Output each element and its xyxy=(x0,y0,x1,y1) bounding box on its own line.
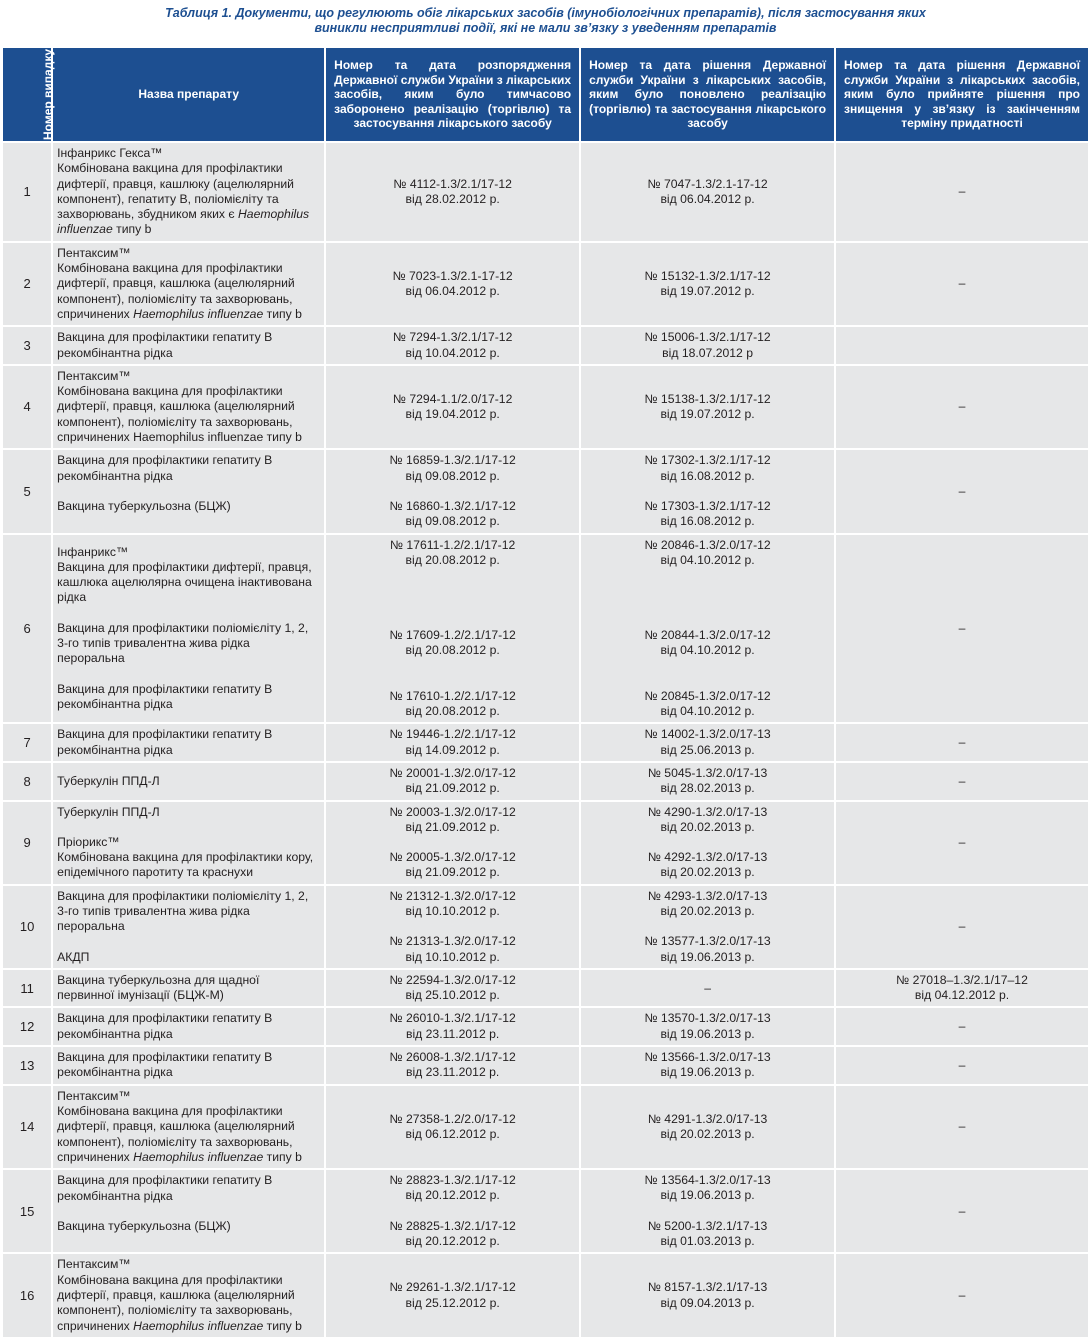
table-row xyxy=(3,327,1088,364)
drug-name-cell: Пентаксим™ Комбінована вакцина для профілактики дифтерії, правця, кашлюка (ацелюлярний компонент), поліомієліту та захворювань, спричинених Haemophilus influenzae типу b xyxy=(53,1086,324,1168)
drug-name-cell: Туберкулін ППД-Л Пріорикс™ Комбінована вакцина для профілактики кору, епідемічного паротиту та краснухи xyxy=(53,802,324,884)
case-number: 9 xyxy=(3,802,51,884)
header-drug-name: Назва препарату xyxy=(53,48,324,141)
renewal-decision-cell: № 13564-1.3/2.0/17-13 від 19.06.2013 р. № 5200-1.3/2.1/17-13 від 01.03.2013 р. xyxy=(581,1170,834,1252)
drug-name-cell: Пентаксим™ Комбінована вакцина для профілактики дифтерії, правця, кашлюка (ацелюлярний компонент), поліомієліту та захворювань, спричинених Haemophilus influenzae типу b xyxy=(53,1254,324,1336)
destruction-decision-cell xyxy=(836,327,1088,364)
drug-name-cell: Пентаксим™ Комбінована вакцина для профілактики дифтерії, правця, кашлюка (ацелюлярний компонент), поліомієліту та захворювань, спричинених Haemophilus influenzae типу b xyxy=(53,366,324,448)
case-number: 1 xyxy=(3,143,51,241)
header-destruction-decision: Номер та дата рішення Державної служби України з лікарських засобів, яким було прийняте рішення про знищення у зв’язку із закінченням терміну придатності xyxy=(836,48,1088,141)
renewal-decision-cell: № 15132-1.3/2.1/17-12 від 19.07.2012 р. xyxy=(581,243,834,325)
ban-order-cell: № 21312-1.3/2.0/17-12 від 10.10.2012 р. № 21313-1.3/2.0/17-12 від 10.10.2012 р. xyxy=(326,886,579,968)
table-row xyxy=(3,886,1088,968)
destruction-decision-cell: – xyxy=(836,1008,1088,1045)
table-row xyxy=(3,243,1088,325)
drug-name-cell: Вакцина для профілактики гепатиту В рекомбінантна рідка Вакцина туберкульозна (БЦЖ) xyxy=(53,450,324,532)
renewal-decision-cell: № 13570-1.3/2.0/17-13 від 19.06.2013 р. xyxy=(581,1008,834,1045)
ban-order-cell: № 29261-1.3/2.1/17-12 від 25.12.2012 р. xyxy=(326,1254,579,1336)
case-number: 14 xyxy=(3,1086,51,1168)
ban-order-cell: № 20001-1.3/2.0/17-12 від 21.09.2012 р. xyxy=(326,763,579,800)
renewal-decision-cell: № 20846-1.3/2.0/17-12 від 04.10.2012 р. № 20844-1.3/2.0/17-12 від 04.10.2012 р. № 20845-1.3/2.0/17-12 від 04.10.2012 р. xyxy=(581,535,834,723)
case-number: 10 xyxy=(3,886,51,968)
destruction-decision-cell: – xyxy=(836,143,1088,241)
ban-order-cell: № 7294-1.1/2.0/17-12 від 19.04.2012 р. xyxy=(326,366,579,448)
case-number: 8 xyxy=(3,763,51,800)
case-number: 7 xyxy=(3,724,51,761)
header-case-number: Номер випадку xyxy=(3,48,51,141)
ban-order-cell: № 16859-1.3/2.1/17-12 від 09.08.2012 р. № 16860-1.3/2.1/17-12 від 09.08.2012 р. xyxy=(326,450,579,532)
ban-order-cell: № 19446-1.2/2.1/17-12 від 14.09.2012 р. xyxy=(326,724,579,761)
table-row xyxy=(3,970,1088,1007)
case-number: 6 xyxy=(3,535,51,723)
table-row xyxy=(3,724,1088,761)
table-row xyxy=(3,802,1088,884)
ban-order-cell: № 27358-1.2/2.0/17-12 від 06.12.2012 р. xyxy=(326,1086,579,1168)
destruction-decision-cell: № 27018–1.3/2.1/17–12 від 04.12.2012 р. xyxy=(836,970,1088,1007)
renewal-decision-cell: № 4293-1.3/2.0/17-13 від 20.02.2013 р. № 13577-1.3/2.0/17-13 від 19.06.2013 р. xyxy=(581,886,834,968)
drug-name-cell: Вакцина туберкульозна для щадної первинної імунізації (БЦЖ-М) xyxy=(53,970,324,1007)
table-row xyxy=(3,143,1088,241)
case-number: 16 xyxy=(3,1254,51,1336)
ban-order-cell: № 7294-1.3/2.1/17-12 від 10.04.2012 р. xyxy=(326,327,579,364)
ban-order-cell: № 7023-1.3/2.1-17-12 від 06.04.2012 р. xyxy=(326,243,579,325)
drug-name-cell: Вакцина для профілактики гепатиту В рекомбінантна рідка xyxy=(53,1047,324,1084)
renewal-decision-cell: № 17302-1.3/2.1/17-12 від 16.08.2012 р. № 17303-1.3/2.1/17-12 від 16.08.2012 р. xyxy=(581,450,834,532)
renewal-decision-cell: № 4291-1.3/2.0/17-13 від 20.02.2013 р. xyxy=(581,1086,834,1168)
table-row xyxy=(3,1086,1088,1168)
renewal-decision-cell: № 8157-1.3/2.1/17-13 від 09.04.2013 р. xyxy=(581,1254,834,1336)
case-number: 5 xyxy=(3,450,51,532)
ban-order-cell: № 17611-1.2/2.1/17-12 від 20.08.2012 р. № 17609-1.2/2.1/17-12 від 20.08.2012 р. № 17610-1.2/2.1/17-12 від 20.08.2012 р. xyxy=(326,535,579,723)
case-number: 3 xyxy=(3,327,51,364)
renewal-decision-cell: № 13566-1.3/2.0/17-13 від 19.06.2013 р. xyxy=(581,1047,834,1084)
renewal-decision-cell: № 14002-1.3/2.0/17-13 від 25.06.2013 р. xyxy=(581,724,834,761)
drug-name-cell: Вакцина для профілактики гепатиту В рекомбінантна рідка xyxy=(53,724,324,761)
destruction-decision-cell: – xyxy=(836,243,1088,325)
destruction-decision-cell: – xyxy=(836,1254,1088,1336)
table-caption xyxy=(0,6,1091,36)
case-number: 11 xyxy=(3,970,51,1007)
renewal-decision-cell: № 15138-1.3/2.1/17-12 від 19.07.2012 р. xyxy=(581,366,834,448)
drug-name-cell: Пентаксим™ Комбінована вакцина для профілактики дифтерії, правця, кашлюка (ацелюлярний компонент), поліомієліту та захворювань, спричинених Haemophilus influenzae типу b xyxy=(53,243,324,325)
destruction-decision-cell: – xyxy=(836,763,1088,800)
destruction-decision-cell: – xyxy=(836,886,1088,968)
table-header-row xyxy=(3,48,1088,141)
caption-line-2: виникли несприятливі події, які не мали зв’язку з уведенням препаратів xyxy=(314,21,777,35)
destruction-decision-cell: – xyxy=(836,802,1088,884)
destruction-decision-cell: – xyxy=(836,1170,1088,1252)
table-row xyxy=(3,450,1088,532)
drug-name-cell: Вакцина для профілактики гепатиту В рекомбінантна рідка Вакцина туберкульозна (БЦЖ) xyxy=(53,1170,324,1252)
destruction-decision-cell: – xyxy=(836,1047,1088,1084)
drug-name-cell: Вакцина для профілактики поліомієліту 1, 2, 3-го типів тривалентна жива рідка пероральна АКДП xyxy=(53,886,324,968)
table-row xyxy=(3,763,1088,800)
renewal-decision-cell: № 15006-1.3/2.1/17-12 від 18.07.2012 р xyxy=(581,327,834,364)
renewal-decision-cell: № 5045-1.3/2.0/17-13 від 28.02.2013 р. xyxy=(581,763,834,800)
header-ban-order: Номер та дата розпорядження Державної служби України з лікарських засобів, яким було тимчасово заборонено реалізацію (торгівлю) та застосування лікарського засобу xyxy=(326,48,579,141)
drug-name-cell: Інфанрикс™ Вакцина для профілактики дифтерії, правця, кашлюка ацелюлярна очищена інактивована рідка Вакцина для профілактики поліомієліту 1, 2, 3-го типів тривалентна жива рідка пероральна Вакцина для профілактики гепатиту В рекомбінантна рідка xyxy=(53,535,324,723)
destruction-decision-cell: – xyxy=(836,366,1088,448)
table-row xyxy=(3,366,1088,448)
table-row xyxy=(3,1008,1088,1045)
table-row xyxy=(3,1047,1088,1084)
case-number: 12 xyxy=(3,1008,51,1045)
case-number: 4 xyxy=(3,366,51,448)
drug-name-cell: Вакцина для профілактики гепатиту В рекомбінантна рідка xyxy=(53,1008,324,1045)
renewal-decision-cell: № 4290-1.3/2.0/17-13 від 20.02.2013 р. № 4292-1.3/2.0/17-13 від 20.02.2013 р. xyxy=(581,802,834,884)
ban-order-cell: № 26010-1.3/2.1/17-12 від 23.11.2012 р. xyxy=(326,1008,579,1045)
ban-order-cell: № 20003-1.3/2.0/17-12 від 21.09.2012 р. № 20005-1.3/2.0/17-12 від 21.09.2012 р. xyxy=(326,802,579,884)
documents-table xyxy=(1,46,1090,1339)
drug-name-cell: Вакцина для профілактики гепатиту В рекомбінантна рідка xyxy=(53,327,324,364)
ban-order-cell: № 28823-1.3/2.1/17-12 від 20.12.2012 р. № 28825-1.3/2.1/17-12 від 20.12.2012 р. xyxy=(326,1170,579,1252)
destruction-decision-cell: – xyxy=(836,724,1088,761)
drug-name-cell: Інфанрикс Гекса™ Комбінована вакцина для профілактики дифтерії, правця, кашлюку (ацелюлярний компонент), гепатиту В, поліомієліту та захворювань, збудником яких є Haemophilus influenzae типу b xyxy=(53,143,324,241)
destruction-decision-cell: – xyxy=(836,535,1088,723)
case-number: 13 xyxy=(3,1047,51,1084)
renewal-decision-cell: – xyxy=(581,970,834,1007)
case-number: 2 xyxy=(3,243,51,325)
destruction-decision-cell: – xyxy=(836,1086,1088,1168)
destruction-decision-cell: – xyxy=(836,450,1088,532)
case-number: 15 xyxy=(3,1170,51,1252)
table-row xyxy=(3,1170,1088,1252)
table-row xyxy=(3,1254,1088,1336)
renewal-decision-cell: № 7047-1.3/2.1-17-12 від 06.04.2012 р. xyxy=(581,143,834,241)
drug-name-cell: Туберкулін ППД-Л xyxy=(53,763,324,800)
header-renewal-decision: Номер та дата рішення Державної служби України з лікарських засобів, яким було поновлено реалізацію (торгівлю) та застосування лікарського засобу xyxy=(581,48,834,141)
ban-order-cell: № 4112-1.3/2.1/17-12 від 28.02.2012 р. xyxy=(326,143,579,241)
table-row xyxy=(3,535,1088,723)
caption-line-1: Таблиця 1. Документи, що регулюють обіг лікарських засобів (імунобіологічних препаратів), після застосування яких xyxy=(165,6,926,20)
ban-order-cell: № 26008-1.3/2.1/17-12 від 23.11.2012 р. xyxy=(326,1047,579,1084)
ban-order-cell: № 22594-1.3/2.0/17-12 від 25.10.2012 р. xyxy=(326,970,579,1007)
